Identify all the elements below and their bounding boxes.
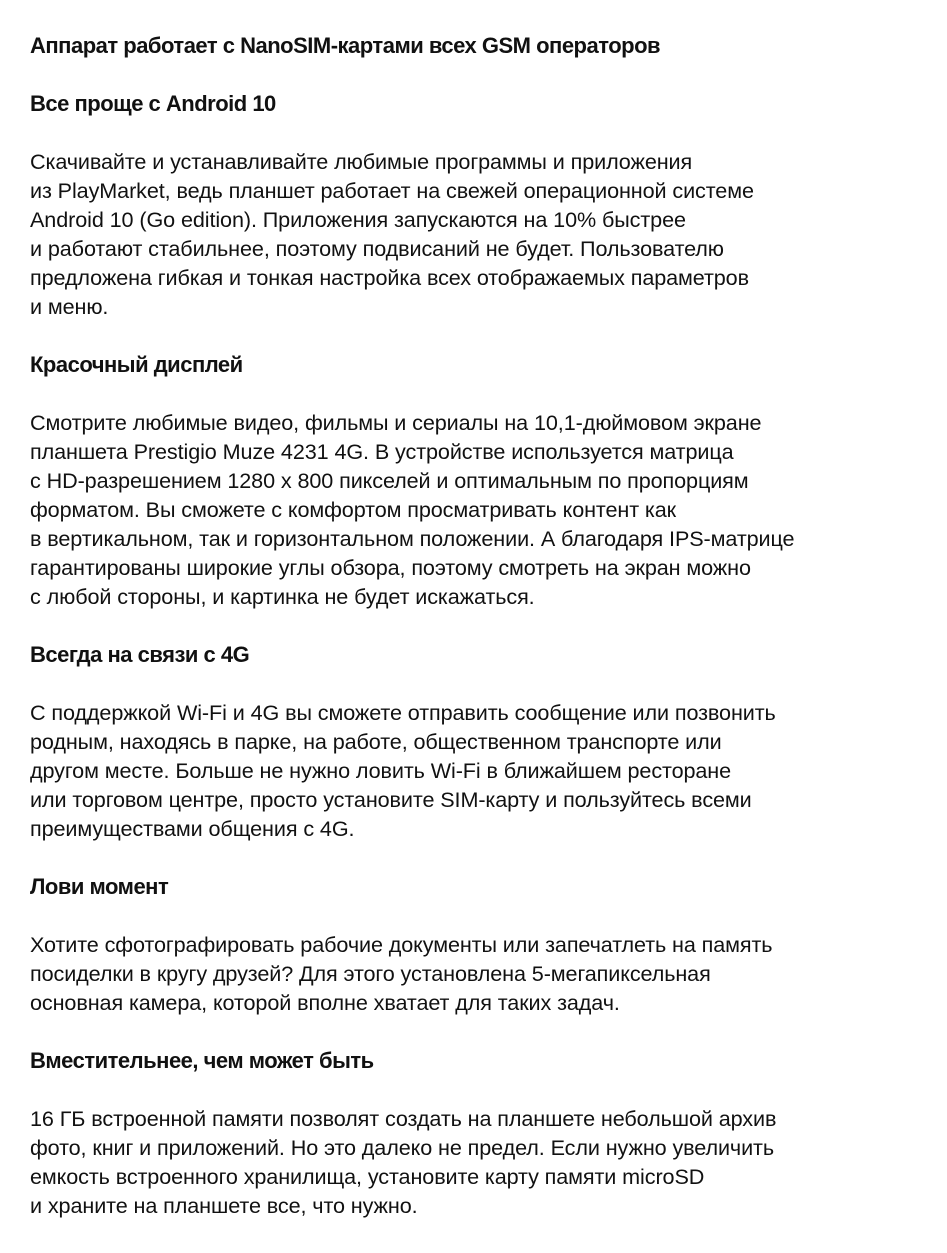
paragraph-line: фото, книг и приложений. Но это далеко не предел. Если нужно увеличить [30, 1135, 774, 1160]
paragraph-line: 16 ГБ встроенной памяти позволят создать на планшете небольшой архив [30, 1106, 777, 1131]
paragraph-line: посиделки в кругу друзей? Для этого установлена 5-мегапиксельная [30, 961, 711, 986]
section-heading-camera: Лови момент [30, 874, 169, 899]
paragraph-line: и храните на планшете все, что нужно. [30, 1193, 418, 1218]
section-paragraph-android [30, 147, 930, 321]
paragraph-line: Скачивайте и устанавливайте любимые программы и приложения [30, 149, 693, 174]
section-heading-4g: Всегда на связи с 4G [30, 642, 250, 667]
paragraph-line: другом месте. Больше не нужно ловить Wi-Fi в ближайшем ресторане [30, 758, 732, 783]
section-paragraph-4g [30, 698, 930, 843]
paragraph-line: емкость встроенного хранилища, установите карту памяти microSD [30, 1164, 705, 1189]
paragraph-line: Android 10 (Go edition). Приложения запускаются на 10% быстрее [30, 207, 686, 232]
section-heading-storage: Вместительнее, чем может быть [30, 1048, 374, 1073]
paragraph-line: планшета Prestigio Muze 4231 4G. В устройстве используется матрица [30, 439, 734, 464]
paragraph-line: Хотите сфотографировать рабочие документы или запечатлеть на память [30, 932, 773, 957]
paragraph-line: или торговом центре, просто установите SIM-карту и пользуйтесь всеми [30, 787, 752, 812]
product-description [30, 31, 930, 1220]
paragraph-line: в вертикальном, так и горизонтальном положении. А благодаря IPS-матрице [30, 526, 795, 551]
paragraph-line: с любой стороны, и картинка не будет искажаться. [30, 584, 535, 609]
section-heading-display: Красочный дисплей [30, 352, 243, 377]
paragraph-line: форматом. Вы сможете с комфортом просматривать контент как [30, 497, 676, 522]
paragraph-line: гарантированы широкие углы обзора, поэтому смотреть на экран можно [30, 555, 751, 580]
paragraph-line: основная камера, которой вполне хватает для таких задач. [30, 990, 620, 1015]
paragraph-line: и работают стабильнее, поэтому подвисаний не будет. Пользователю [30, 236, 724, 261]
paragraph-line: из PlayMarket, ведь планшет работает на свежей операционной системе [30, 178, 754, 203]
paragraph-line: с HD-разрешением 1280 x 800 пикселей и оптимальным по пропорциям [30, 468, 749, 493]
paragraph-line: преимуществами общения с 4G. [30, 816, 355, 841]
paragraph-line: и меню. [30, 294, 109, 319]
paragraph-line: Смотрите любимые видео, фильмы и сериалы на 10,1-дюймовом экране [30, 410, 762, 435]
section-heading-android: Все проще с Android 10 [30, 91, 276, 116]
paragraph-line: родным, находясь в парке, на работе, общественном транспорте или [30, 729, 722, 754]
intro-heading: Аппарат работает с NanoSIM-картами всех GSM операторов [30, 33, 661, 58]
paragraph-line: С поддержкой Wi-Fi и 4G вы сможете отправить сообщение или позвонить [30, 700, 776, 725]
section-paragraph-storage [30, 1104, 930, 1220]
section-paragraph-display [30, 408, 930, 611]
paragraph-line: предложена гибкая и тонкая настройка всех отображаемых параметров [30, 265, 749, 290]
section-paragraph-camera [30, 930, 930, 1017]
